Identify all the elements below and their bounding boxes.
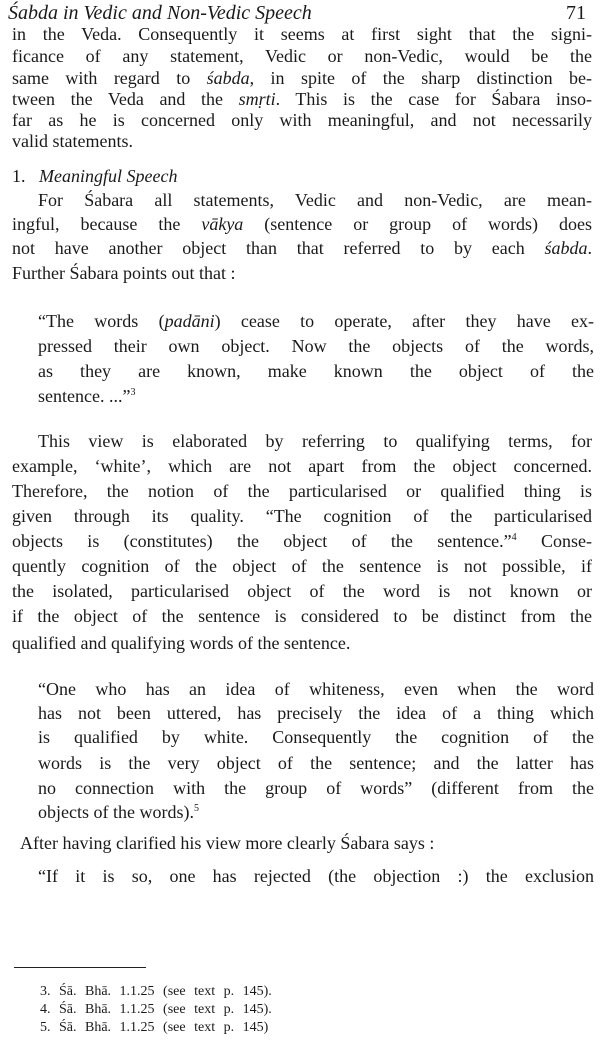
quote-line: pressed their own object. Now the objects of the words, [38,336,594,356]
quote-line: “The words (padāni) cease to operate, after they have ex- [38,311,594,331]
text-line: in the Veda. Consequently it seems at first sight that the signi- [12,24,592,44]
text-line: quently cognition of the object of the sentence is not possible, if [12,556,592,576]
quote-line: has not been uttered, has precisely the idea of a thing which [38,703,594,723]
quote-line: no connection with the group of words” (different from the [38,778,594,798]
quote-line: words is the very object of the sentence; and the latter has [38,753,594,773]
text-line: tween the Veda and the smṛti. This is the case for Śabara inso- [12,89,592,109]
text-line: same with regard to śabda, in spite of the sharp distinction be- [12,68,593,88]
quote-line: is qualified by white. Consequently the cognition of the [38,727,594,747]
quote-line: sentence. ...”$^3$ [38,386,136,406]
text-line: valid statements. [12,131,133,151]
running-title: Śabda in Vedic and Non-Vedic Speech [8,2,312,24]
section-heading: 1. Meaningful Speech [12,166,178,186]
text-line: not have another object than that referred to by each śabda. [12,238,592,258]
text-line: far as he is concerned only with meaningful, and not necessarily [12,110,592,130]
footnote-divider [14,967,146,968]
text-line: if the object of the sentence is considered to be distinct from the [12,606,592,626]
quote-line: as they are known, make known the object of the [38,361,594,381]
footnote: 4. Śā. Bhā. 1.1.25 (see text p. 145). [40,1002,272,1017]
text-line: given through its quality. “The cognition of the particularised [12,506,592,526]
text-line: For Śabara all statements, Vedic and non-Vedic, are mean- [38,190,592,210]
text-line: ficance of any statement, Vedic or non-Vedic, would be the [12,46,592,66]
footnote: 3. Śā. Bhā. 1.1.25 (see text p. 145). [40,984,272,999]
text-line: the isolated, particularised object of the word is not known or [12,581,592,601]
footnote-ref: 4 [511,532,517,543]
page-number: 71 [566,2,586,24]
text-line: ingful, because the vākya (sentence or group of words) does [12,214,592,234]
quote-line: “If it is so, one has rejected (the objection :) the exclusion [38,866,594,886]
text-line: After having clarified his view more clearly Śabara says : [20,833,435,853]
text-line: objects is (constitutes) the object of the sentence.”$^4$ Conse- [12,531,592,551]
quote-line: objects of the words).$^5$ [38,802,199,822]
text-line: Therefore, the notion of the particularised or qualified thing is [12,481,592,501]
text-line: This view is elaborated by referring to qualifying terms, for [38,431,592,451]
footnote: 5. Śā. Bhā. 1.1.25 (see text p. 145) [40,1020,269,1035]
text-line: Further Śabara points out that : [12,263,236,283]
text-line: example, ‘white’, which are not apart from the object concerned. [12,456,592,476]
footnote-ref: 5 [193,803,199,814]
footnote-ref: 3 [130,387,136,398]
text-line: qualified and qualifying words of the sentence. [12,633,351,653]
quote-line: “One who has an idea of whiteness, even when the word [38,679,594,699]
